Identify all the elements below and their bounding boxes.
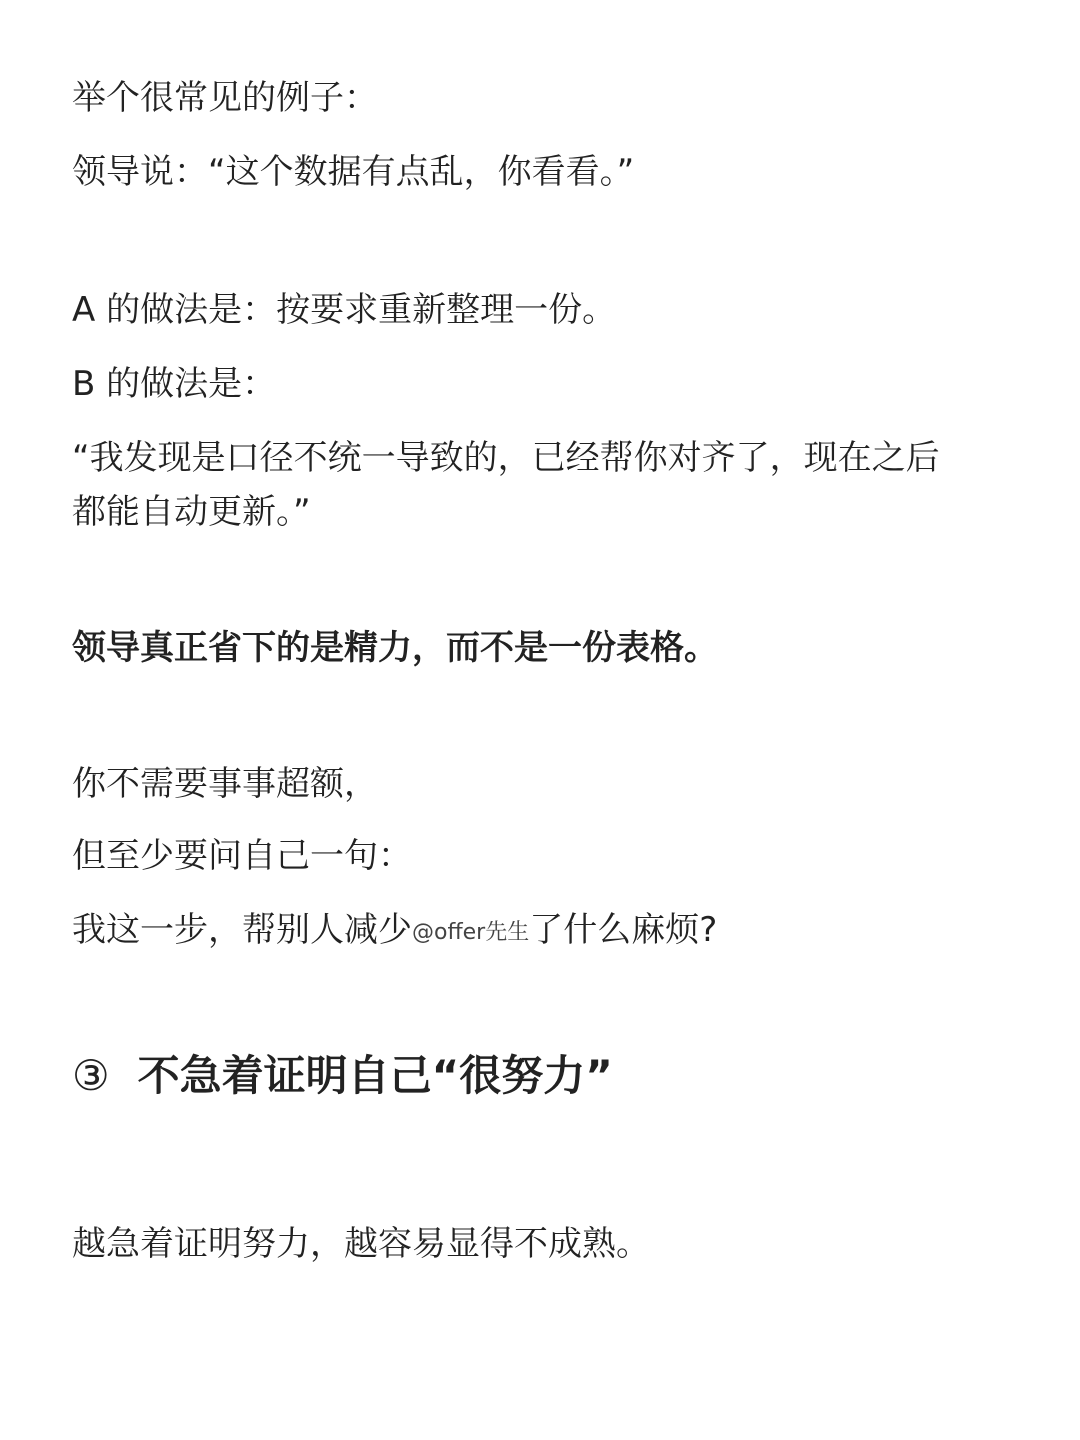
section-heading <box>72 1046 613 1106</box>
question-text-after: 了什么麻烦? <box>529 910 718 950</box>
paragraph-approach-b-quote-line1: “我发现是口径不统一导致的，已经帮你对齐了，现在之后 <box>72 438 940 478</box>
emphasis-statement: 领导真正省下的是精力，而不是一份表格。 <box>72 628 718 668</box>
paragraph-conclusion: 越急着证明努力，越容易显得不成熟。 <box>72 1224 650 1264</box>
watermark-handle: @offer先生 <box>412 920 530 945</box>
paragraph-no-need-exceed: 你不需要事事超额， <box>72 764 378 804</box>
paragraph-leader-quote: 领导说：“这个数据有点乱，你看看。” <box>72 152 635 192</box>
paragraph-question <box>72 904 717 959</box>
question-text-before: 我这一步，帮别人减少 <box>72 910 412 950</box>
section-title: 不急着证明自己“很努力” <box>137 1051 613 1100</box>
paragraph-ask-yourself: 但至少要问自己一句： <box>72 836 412 876</box>
paragraph-example-intro: 举个很常见的例子： <box>72 78 378 118</box>
paragraph-approach-b-label: B 的做法是： <box>72 364 277 404</box>
section-number: ③ <box>72 1051 110 1100</box>
paragraph-approach-b-quote-line2: 都能自动更新。” <box>72 492 311 532</box>
paragraph-approach-a: A 的做法是：按要求重新整理一份。 <box>72 290 617 330</box>
